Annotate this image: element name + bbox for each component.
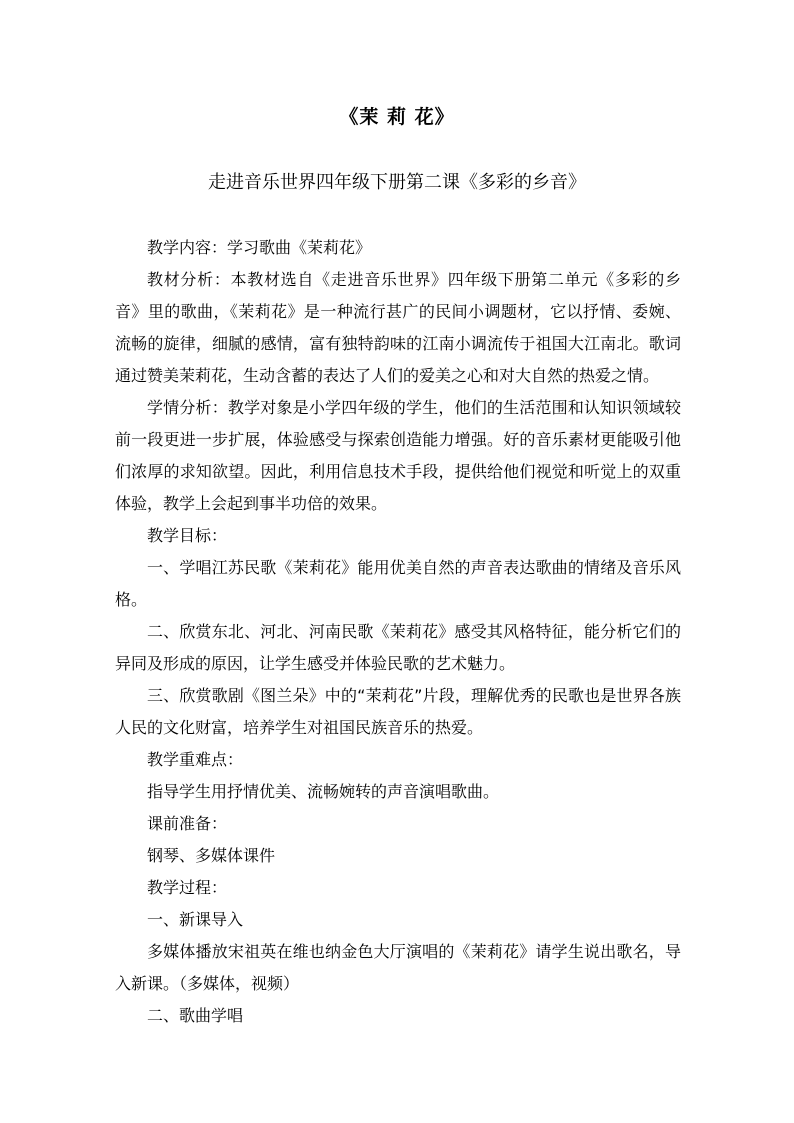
heading-teaching-goals: 教学目标： <box>147 526 228 545</box>
paragraph-material-analysis: 教材分析：本教材选自《走进音乐世界》四年级下册第二单元《多彩的乡音》里的歌曲，《茉莉花》是一种流行甚广的民间小调题材，它以抒情、委婉、流畅的旋律，细腻的感情，富有独特韵味的江南小调流传于祖国大江南北。歌词通过赞美茉莉花，生动含蓄的表达了人们的爱美之心和对大自然的热爱之情。 <box>115 270 681 385</box>
paragraph-goal-1: 一、学唱江苏民歌《茉莉花》能用优美自然的声音表达歌曲的情绪及音乐风格。 <box>115 558 681 609</box>
heading-key-points: 教学重难点： <box>147 750 244 769</box>
heading-preparation: 课前准备： <box>147 814 228 833</box>
heading-step-1: 一、新课导入 <box>147 910 244 929</box>
paragraph-preparation: 钢琴、多媒体课件 <box>147 846 276 865</box>
heading-step-2: 二、歌曲学唱 <box>147 1006 244 1025</box>
paragraph-goal-2: 二、欣赏东北、河北、河南民歌《茉莉花》感受其风格特征，能分析它们的异同及形成的原因，让学生感受并体验民歌的艺术魅力。 <box>115 622 681 673</box>
paragraph-goal-3: 三、欣赏歌剧《图兰朵》中的“茉莉花”片段，理解优秀的民歌也是世界各族人民的文化财富，培养学生对祖国民族音乐的热爱。 <box>115 686 681 737</box>
paragraph-step-1: 多媒体播放宋祖英在维也纳金色大厅演唱的《茉莉花》请学生说出歌名，导入新课。（多媒体，视频） <box>115 942 681 993</box>
heading-teaching-process: 教学过程： <box>147 878 228 897</box>
paragraph-key-points: 指导学生用抒情优美、流畅婉转的声音演唱歌曲。 <box>147 782 500 801</box>
document-body <box>115 232 681 1032</box>
document-subtitle: 走进音乐世界四年级下册第二课《多彩的乡音》 <box>208 172 586 193</box>
document-title: 《茉 莉 花》 <box>339 106 455 128</box>
paragraph-teaching-content: 教学内容：学习歌曲《茉莉花》 <box>147 238 372 257</box>
paragraph-student-analysis: 学情分析：教学对象是小学四年级的学生，他们的生活范围和认知识领域较前一段更进一步扩展，体验感受与探索创造能力增强。好的音乐素材更能吸引他们浓厚的求知欲望。因此，利用信息技术手段，提供给他们视觉和听觉上的双重体验，教学上会起到事半功倍的效果。 <box>115 398 681 513</box>
